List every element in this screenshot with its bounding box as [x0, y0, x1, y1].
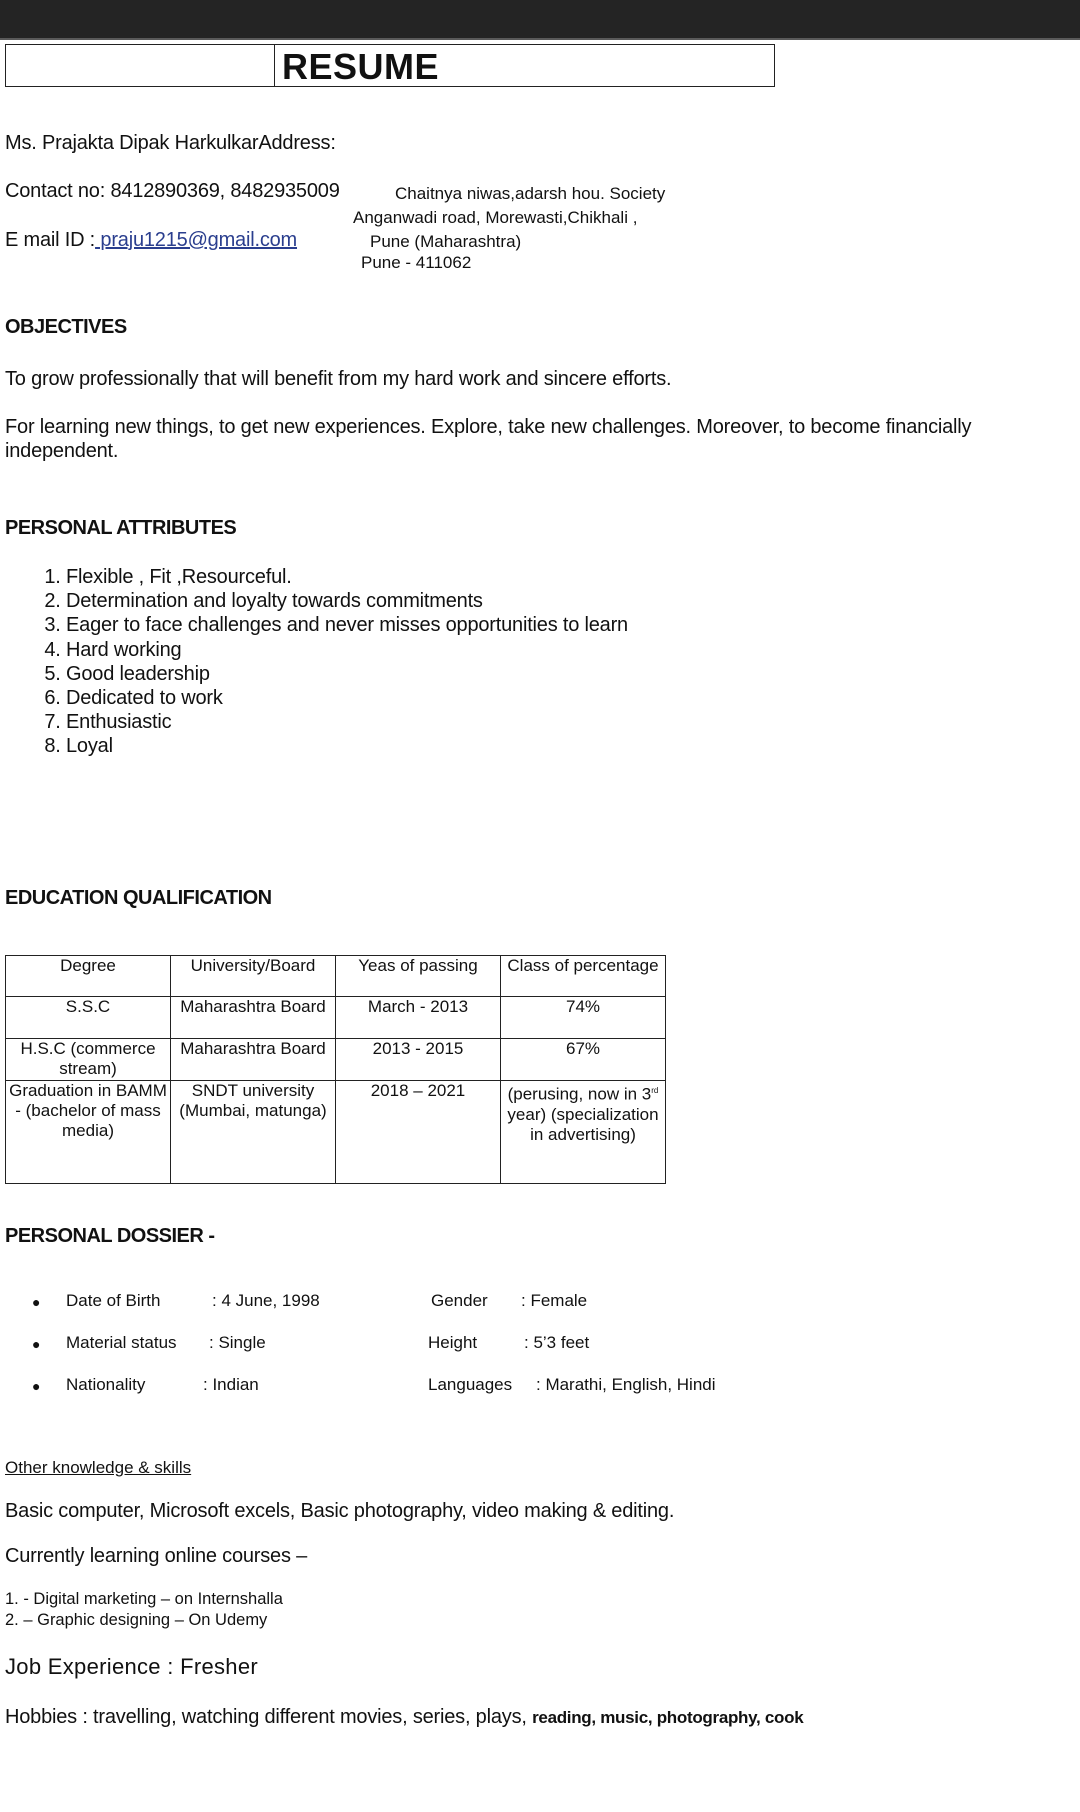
cell-class: 74% — [501, 997, 666, 1039]
address-line-3: Pune (Maharashtra) — [370, 232, 522, 251]
address-line-2: Anganwadi road, Morewasti,Chikhali , — [353, 208, 638, 227]
course-item-1: 1. - Digital marketing – on Internshalla — [5, 1590, 283, 1608]
table-row — [6, 1039, 666, 1081]
cell-year: 2013 - 2015 — [336, 1039, 501, 1081]
contact-line: Contact no: 8412890369, 8482935009 — [5, 180, 340, 202]
attributes-list — [0, 565, 628, 759]
bullet-icon: ● — [32, 1294, 41, 1310]
attribute-item: 5. Good leadership — [66, 662, 628, 686]
header-degree: Degree — [6, 956, 171, 997]
cell-university: Maharashtra Board — [171, 997, 336, 1039]
height-value: : 5’3 feet — [524, 1333, 590, 1352]
languages-label: Languages — [428, 1375, 513, 1394]
attribute-item: 7. Enthusiastic — [66, 710, 628, 734]
nationality-label: Nationality — [66, 1375, 146, 1394]
objective-line-2b: independent. — [5, 440, 119, 462]
attributes-heading: PERSONAL ATTRIBUTES — [5, 517, 237, 539]
hobbies-bold-text: reading, music, photography, cook — [532, 1708, 804, 1727]
objectives-heading: OBJECTIVES — [5, 316, 127, 338]
skills-learning: Currently learning online courses – — [5, 1545, 308, 1567]
objective-line-1: To grow professionally that will benefit from my hard work and sincere efforts. — [5, 368, 672, 390]
marital-label: Material status — [66, 1333, 177, 1352]
course-item-2: 2. – Graphic designing – On Udemy — [5, 1611, 268, 1629]
cell-class-main: (perusing, now in 3 — [507, 1084, 652, 1104]
address-line-1: Chaitnya niwas,adarsh hou. Society — [395, 184, 666, 203]
attribute-item: 6. Dedicated to work — [66, 686, 628, 710]
languages-value: : Marathi, English, Hindi — [536, 1375, 716, 1394]
cell-year: 2018 – 2021 — [336, 1081, 501, 1184]
education-table — [5, 955, 666, 1184]
hobbies-text: : travelling, watching different movies, series, plays, — [76, 1706, 533, 1728]
page-title: RESUME — [282, 46, 440, 87]
title-box — [5, 44, 775, 87]
table-header-row — [6, 956, 666, 997]
cell-class-rest: year) (specialization in advertising) — [507, 1104, 659, 1144]
dob-label: Date of Birth — [66, 1291, 161, 1310]
dossier-heading: PERSONAL DOSSIER - — [5, 1225, 215, 1247]
cell-class-sup: rd — [651, 1086, 659, 1095]
bullet-icon: ● — [32, 1378, 41, 1394]
table-row — [6, 997, 666, 1039]
job-experience: Job Experience : Fresher — [5, 1654, 258, 1679]
cell-degree: H.S.C (commerce stream) — [6, 1039, 171, 1081]
skills-heading: Other knowledge & skills — [5, 1458, 192, 1477]
email-label: E mail ID : — [5, 229, 96, 251]
attribute-item: 2. Determination and loyalty towards commitments — [66, 589, 628, 613]
nationality-value: : Indian — [203, 1375, 259, 1394]
cell-class — [501, 1081, 666, 1184]
email-line — [5, 229, 297, 252]
attribute-item: 8. Loyal — [66, 734, 628, 758]
address-line-4: Pune - 411062 — [361, 253, 472, 272]
header-university: University/Board — [171, 956, 336, 997]
attribute-item: 4. Hard working — [66, 638, 628, 662]
attribute-item: 3. Eager to face challenges and never misses opportunities to learn — [66, 613, 628, 637]
attribute-item: 1. Flexible , Fit ,Resourceful. — [66, 565, 628, 589]
gender-label: Gender — [431, 1291, 488, 1310]
bullet-icon: ● — [32, 1336, 41, 1352]
cell-degree: S.S.C — [6, 997, 171, 1039]
skills-basic: Basic computer, Microsoft excels, Basic photography, video making & editing. — [5, 1500, 675, 1522]
cell-university: Maharashtra Board — [171, 1039, 336, 1081]
height-label: Height — [428, 1333, 478, 1352]
table-row — [6, 1081, 666, 1184]
email-link[interactable]: praju1215@gmail.com — [95, 229, 298, 251]
hobbies-label: Hobbies — [5, 1706, 77, 1728]
cell-year: March - 2013 — [336, 997, 501, 1039]
hobbies-line — [5, 1706, 803, 1729]
title-divider — [274, 45, 275, 86]
cell-degree: Graduation in BAMM - (bachelor of mass media) — [6, 1081, 171, 1184]
header-year: Yeas of passing — [336, 956, 501, 997]
objective-line-2a: For learning new things, to get new experiences. Explore, take new challenges. Moreover, to become financially — [5, 416, 972, 438]
cell-university: SNDT university (Mumbai, matunga) — [171, 1081, 336, 1184]
education-heading: EDUCATION QUALIFICATION — [5, 887, 272, 909]
dob-value: : 4 June, 1998 — [212, 1291, 320, 1310]
cell-class: 67% — [501, 1039, 666, 1081]
top-bar — [0, 0, 1080, 40]
marital-value: : Single — [209, 1333, 266, 1352]
header-class: Class of percentage — [501, 956, 666, 997]
gender-value: : Female — [521, 1291, 588, 1310]
name-line: Ms. Prajakta Dipak HarkulkarAddress: — [5, 132, 336, 154]
